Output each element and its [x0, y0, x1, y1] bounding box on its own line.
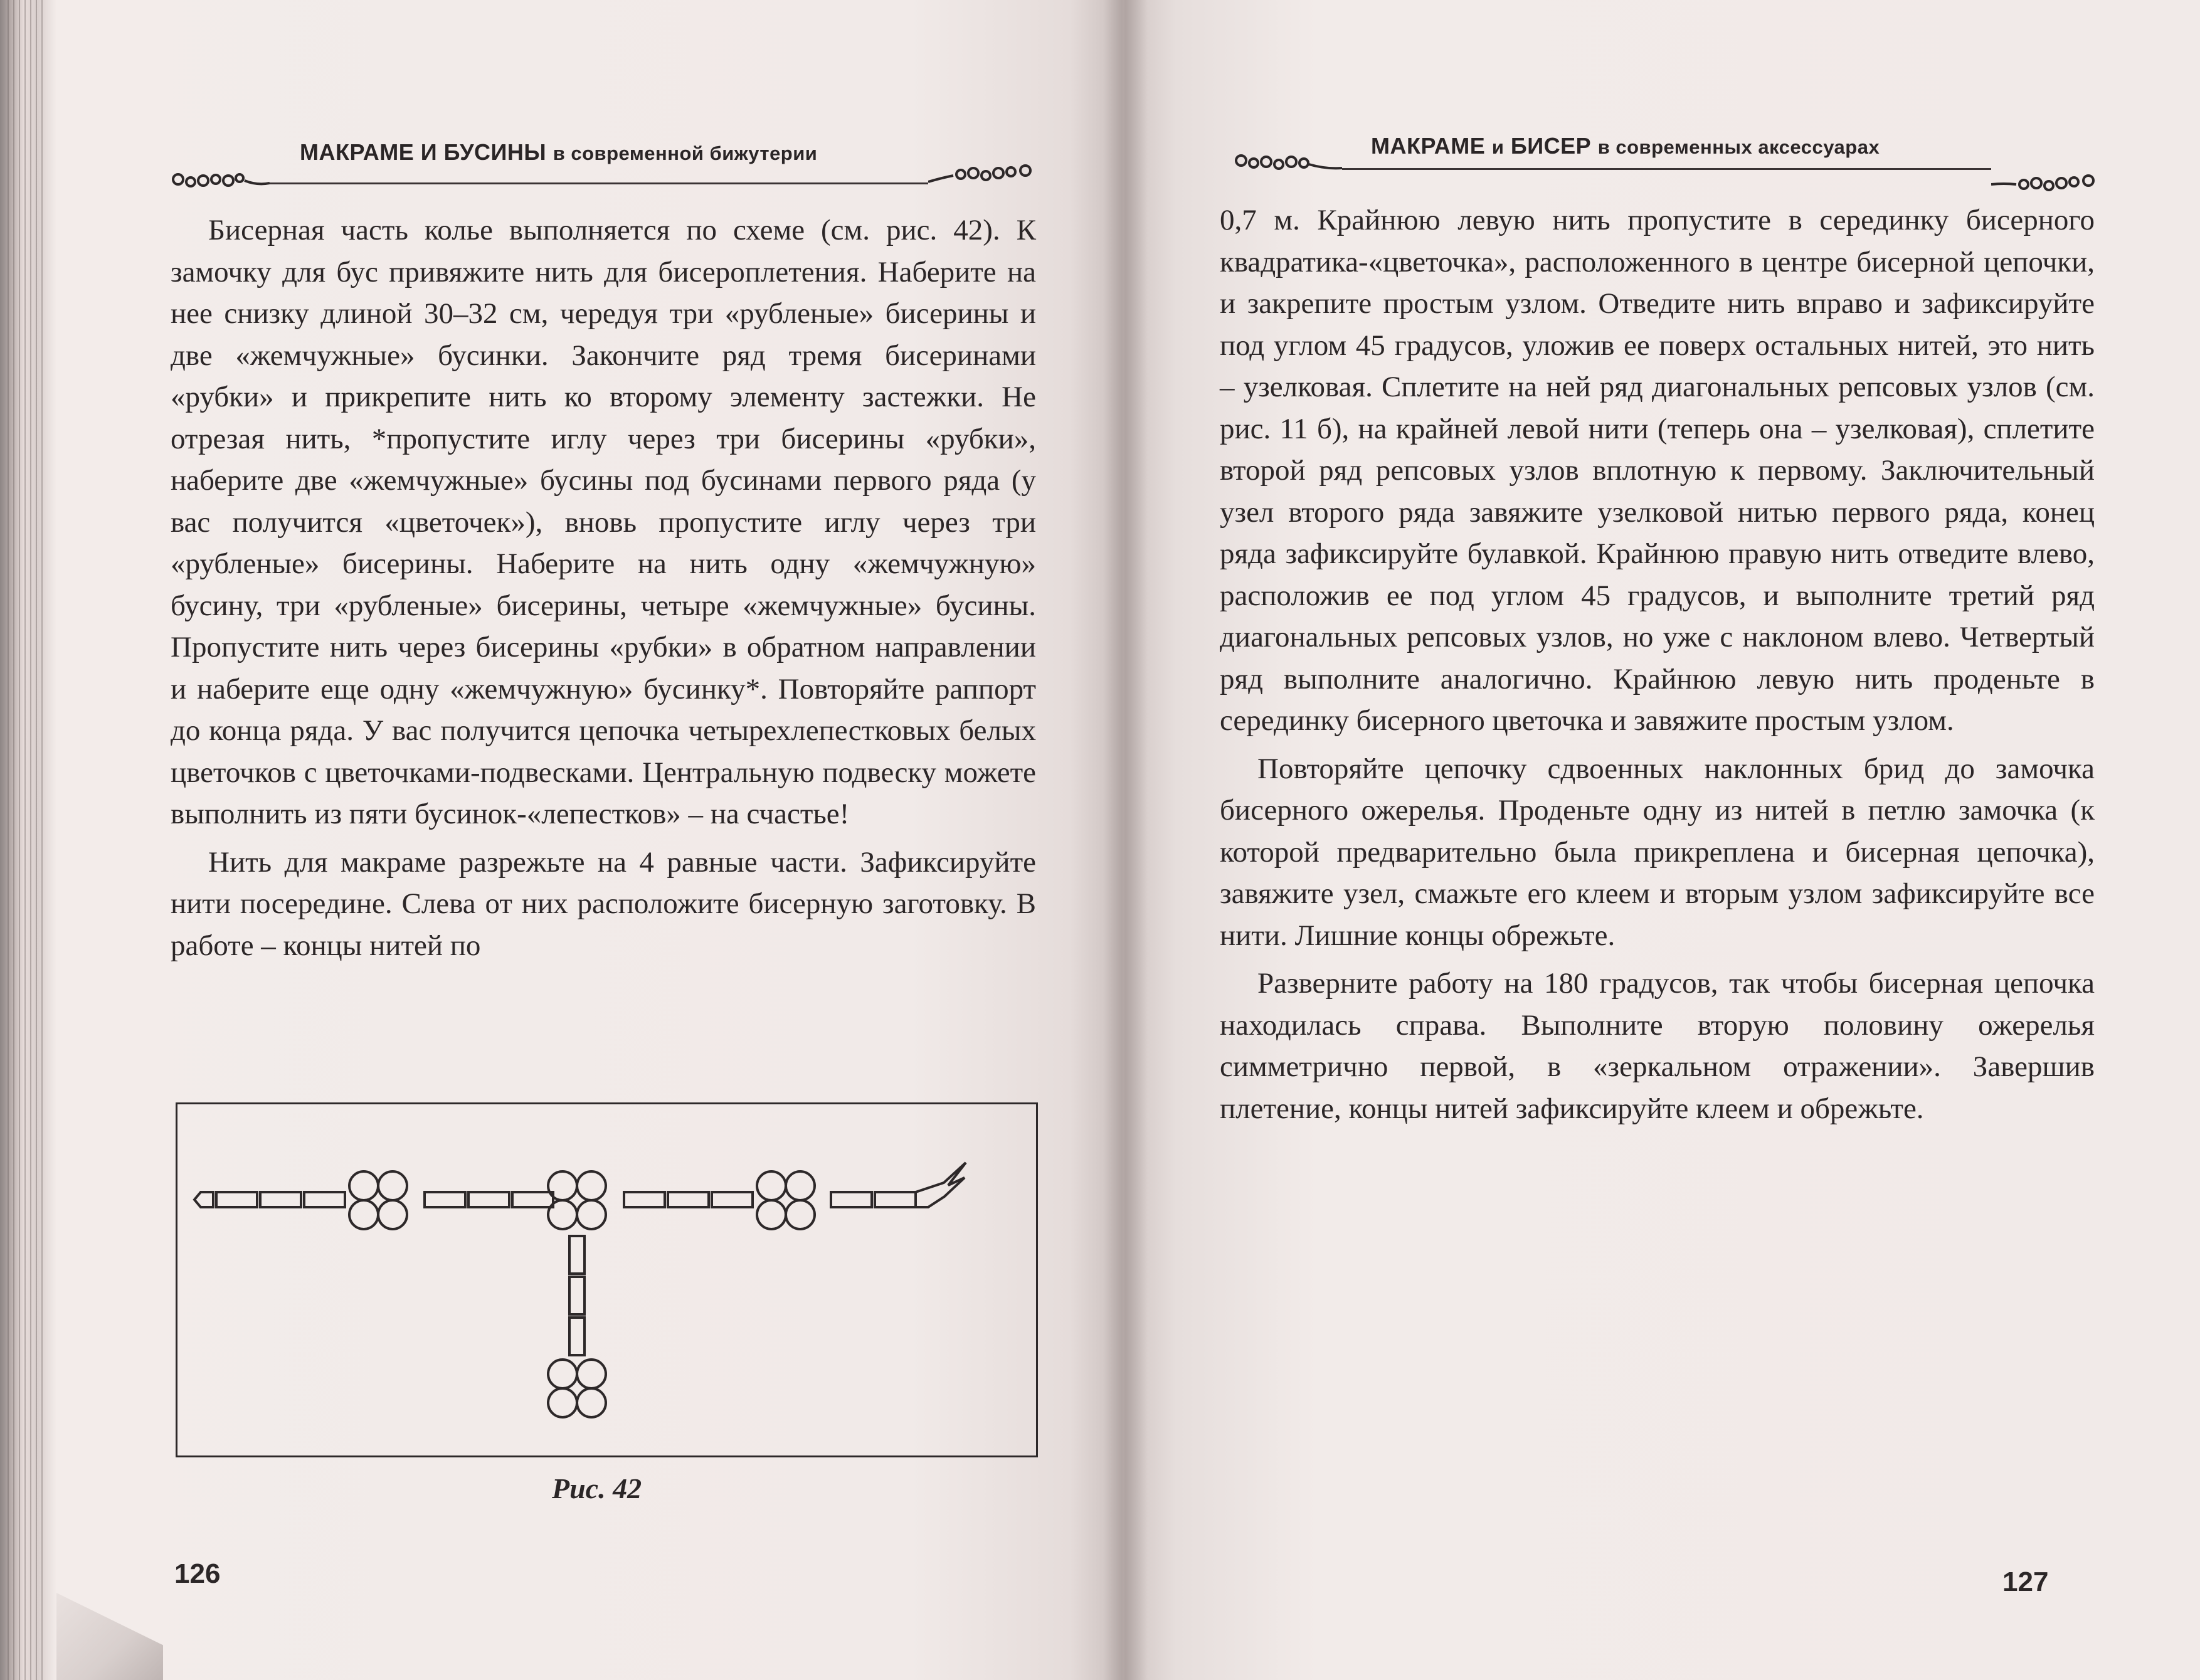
bugle-bead — [624, 1192, 665, 1207]
left-header-ornament-right — [928, 162, 1038, 187]
bugle-bead — [260, 1192, 301, 1207]
figure-42-caption: Рис. 42 — [552, 1472, 642, 1504]
bugle-bead — [425, 1192, 465, 1207]
right-header-rest: в современных аксессуарах — [1597, 136, 1880, 158]
thread-end-right — [916, 1163, 966, 1207]
right-running-header — [1371, 133, 1880, 159]
right-header-ornament-left — [1232, 151, 1342, 176]
right-page-number: 127 — [2002, 1566, 2049, 1597]
page-edges-lines — [8, 0, 45, 1680]
left-running-header — [300, 139, 817, 166]
left-header-ornament-left — [169, 168, 270, 193]
left-header-rule — [270, 182, 928, 184]
right-header-ornament-right — [1991, 171, 2101, 196]
right-header-rule — [1342, 168, 1991, 170]
left-header-caps: МАКРАМЕ И БУСИНЫ — [300, 139, 547, 165]
left-header-rest: в современной бижутерии — [553, 142, 818, 164]
bugle-bead — [712, 1192, 753, 1207]
bugle-bead — [468, 1192, 509, 1207]
bead-flower — [349, 1171, 407, 1229]
bead-pendant — [548, 1236, 606, 1417]
left-page-body — [171, 209, 1036, 966]
right-paragraph-2: Повторяйте цепочку сдвоенных наклонных брид до замочка бисерного ожерелья. Проденьте одну из нитей в петлю замочка (к которой предварительно была прикреплена и бисерная цепочка), завяжите узел, смажьте его клеем и вторым узлом зафиксируйте все нити. Лишние концы обрежьте. — [1220, 752, 2095, 952]
bead-flower-center — [548, 1171, 606, 1229]
bugle-bead — [875, 1192, 916, 1207]
left-paragraph-2: Нить для макраме разрежьте на 4 равные части. Зафиксируйте нити посередине. Слева от них расположите бисерную заготовку. В работе – концы нитей по — [171, 845, 1036, 962]
figure-42-bead-scheme — [176, 1102, 1038, 1457]
left-page-number: 126 — [174, 1558, 221, 1589]
right-header-mid: и — [1491, 136, 1505, 158]
bugle-bead — [216, 1192, 257, 1207]
bugle-bead — [512, 1192, 553, 1207]
bugle-bead — [668, 1192, 709, 1207]
bugle-bead — [304, 1192, 345, 1207]
right-paragraph-1: 0,7 м. Крайнюю левую нить пропустите в серединку бисерного квадратика-«цветочка», расположенного в центре бисерной цепочки, и закрепите простым узлом. Отведите нить вправо и зафиксируйте под углом 45 градусов, уложив ее поверх остальных нитей, это нить – узелковая. Сплетите на ней ряд диагональных репсовых узлов (см. рис. 11 б), на крайней левой нити (теперь она – узелковая), сплетите второй ряд репсовых узлов вплотную к первому. Заключительный узел второго ряда завяжите узелковой нитью первого ряда, конец ряда зафиксируйте булавкой. Крайнюю правую нить отведите влево, расположив ее под углом 45 градусов, и выполните третий ряд диагональных репсовых узлов, но уже с наклоном влево. Четвертый ряд выполните аналогично. Крайнюю левую нить проденьте в серединку бисерного цветочка и завяжите простым узлом. — [1220, 204, 2095, 737]
right-header-caps2: БИСЕР — [1510, 133, 1592, 159]
bead-flower — [757, 1171, 815, 1229]
right-page-body — [1220, 199, 2095, 1129]
bugle-bead — [831, 1192, 872, 1207]
left-paragraph-1: Бисерная часть колье выполняется по схеме (см. рис. 42). К замочку для бус привяжите нить для бисероплетения. Наберите на нее снизку длиной 30–32 см, чередуя три «рубленые» бисерины и две «жемчужные» бусинки. Закончите ряд тремя бисеринами «рубки» и прикрепите нить ко второму элементу застежки. Не отрезая нить, *пропустите иглу через три бисерины «рубки», наберите две «жемчужные» бусины под бусинами первого ряда (у вас получится «цветочек»), вновь пропустите иглу через три «рубленые» бисерины. Наберите на нить одну «жемчужную» бусину, три «рубленые» бисерины, четыре «жемчужные» бусины. Пропустите нить через бисерины «рубки» в обратном направлении и наберите еще одну «жемчужную» бусинку*. Повторяйте раппорт до конца ряда. У вас получится цепочка четырехлепестковых белых цветочков с цветочками-подвесками. Центральную подвеску можете выполнить из пяти бусинок-«лепестков» – на счастье! — [171, 214, 1036, 830]
right-header-caps: МАКРАМЕ — [1371, 133, 1486, 159]
book-gutter — [1104, 0, 1148, 1680]
right-paragraph-3: Разверните работу на 180 градусов, так чтобы бисерная цепочка находилась справа. Выполните вторую половину ожерелья симметрично первой, в «зеркальном отражении». Завершив плетение, концы нитей зафиксируйте клеем и обрежьте. — [1220, 967, 2095, 1125]
thread-end-left — [194, 1192, 213, 1207]
